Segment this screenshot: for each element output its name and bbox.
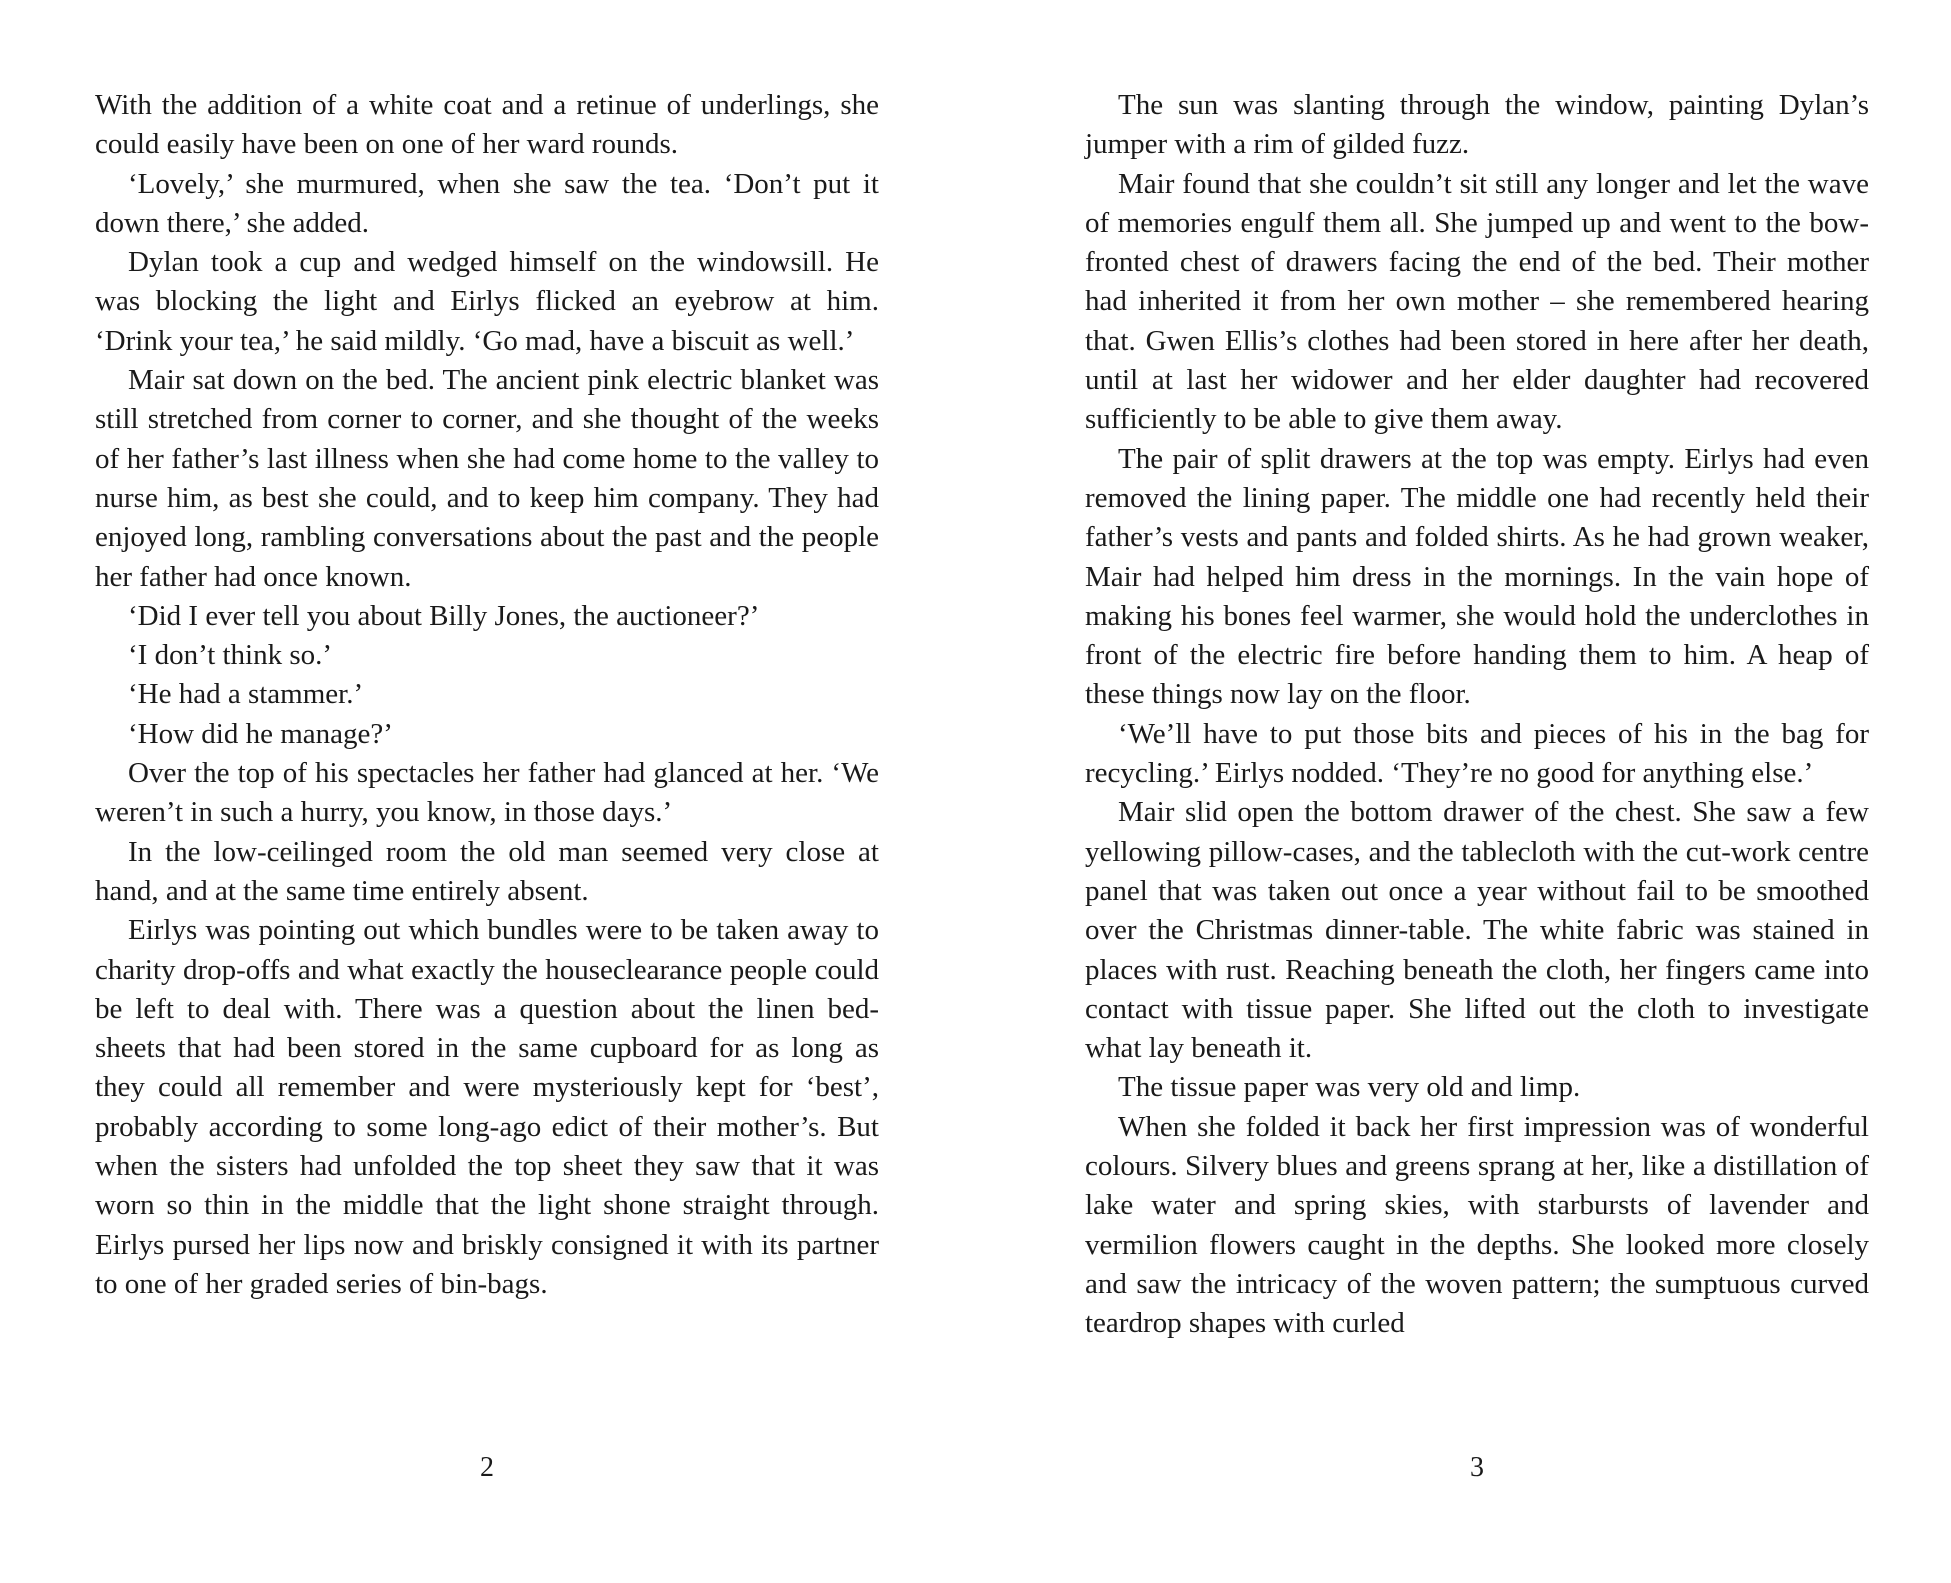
paragraph: ‘I don’t think so.’: [128, 639, 333, 672]
paragraph: ‘Did I ever tell you about Billy Jones, the auctioneer?’: [128, 599, 760, 632]
paragraph: The sun was slanting through the window, painting Dylan’s jumper with a rim of gilded fuzz.: [1085, 89, 1869, 161]
right-page: [1085, 86, 1869, 1344]
paragraph: Mair found that she couldn’t sit still any longer and let the wave of memories engulf them all. She jumped up and went to the bow-fronted chest of drawers facing the end of the bed. Their mother had inherited it from her own mother – she remembered hearing that. Gwen Ellis’s clothes had been stored in here after her death, until at last her widower and her elder daughter had recovered sufficiently to be able to give them away.: [1085, 167, 1869, 436]
paragraph: When she folded it back her first impression was of wonderful colours. Silvery blues and greens sprang at her, like a distillation of lake water and spring skies, with starbursts of lavender and vermilion flowers caught in the depths. She looked more closely and saw the intricacy of the woven pattern; the sumptuous curved teardrop shapes with curled: [1085, 1110, 1869, 1340]
paragraph: ‘Lovely,’ she murmured, when she saw the tea. ‘Don’t put it down there,’ she added.: [95, 167, 879, 239]
paragraph: In the low-ceilinged room the old man seemed very close at hand, and at the same time entirely absent.: [95, 835, 879, 907]
paragraph: The pair of split drawers at the top was empty. Eirlys had even removed the lining paper. The middle one had recently held their father’s vests and pants and folded shirts. As he had grown weaker, Mair had helped him dress in the mornings. In the vain hope of making his bones feel warmer, she would hold the underclothes in front of the electric fire before handing them to him. A heap of these things now lay on the floor.: [1085, 442, 1869, 711]
paragraph: Over the top of his spectacles her father had glanced at her. ‘We weren’t in such a hurry, you know, in those days.’: [95, 757, 879, 829]
paragraph: With the addition of a white coat and a retinue of underlings, she could easily have been on one of her ward rounds.: [95, 89, 879, 161]
paragraph: Mair slid open the bottom drawer of the chest. She saw a few yellowing pillow-cases, and the tablecloth with the cut-work centre panel that was taken out once a year without fail to be smoothed over the Christmas dinner-table. The white fabric was stained in places with rust. Reaching beneath the cloth, her fingers came into contact with tissue paper. She lifted out the cloth to investigate what lay beneath it.: [1085, 796, 1869, 1065]
paragraph: ‘He had a stammer.’: [128, 678, 364, 711]
paragraph: Mair sat down on the bed. The ancient pink electric blanket was still stretched from corner to corner, and she thought of the weeks of her father’s last illness when she had come home to the valley to nurse him, as best she could, and to keep him company. They had enjoyed long, rambling conversations about the past and the people her father had once known.: [95, 364, 879, 593]
page-number-left: 2: [480, 1452, 494, 1483]
page-number-right: 3: [1470, 1452, 1484, 1483]
paragraph: ‘We’ll have to put those bits and pieces of his in the bag for recycling.’ Eirlys nodded. ‘They’re no good for anything else.’: [1085, 717, 1869, 790]
left-page: [95, 86, 879, 1304]
paragraph: Dylan took a cup and wedged himself on the windowsill. He was blocking the light and Eirlys flicked an eyebrow at him. ‘Drink your tea,’ he said mildly. ‘Go mad, have a biscuit as well.’: [95, 246, 879, 357]
paragraph: Eirlys was pointing out which bundles were to be taken away to charity drop-offs and what exactly the houseclearance people could be left to deal with. There was a question about the linen bed-sheets that had been stored in the same cupboard for as long as they could all remember and were mysteriously kept for ‘best’, probably according to some long-ago edict of their mother’s. But when the sisters had unfolded the top sheet they saw that it was worn so thin in the middle that the light shone straight through. Eirlys pursed her lips now and briskly consigned it with its partner to one of her graded series of bin-bags.: [95, 914, 879, 1300]
paragraph: The tissue paper was very old and limp.: [1118, 1071, 1581, 1104]
paragraph: ‘How did he manage?’: [128, 717, 393, 750]
